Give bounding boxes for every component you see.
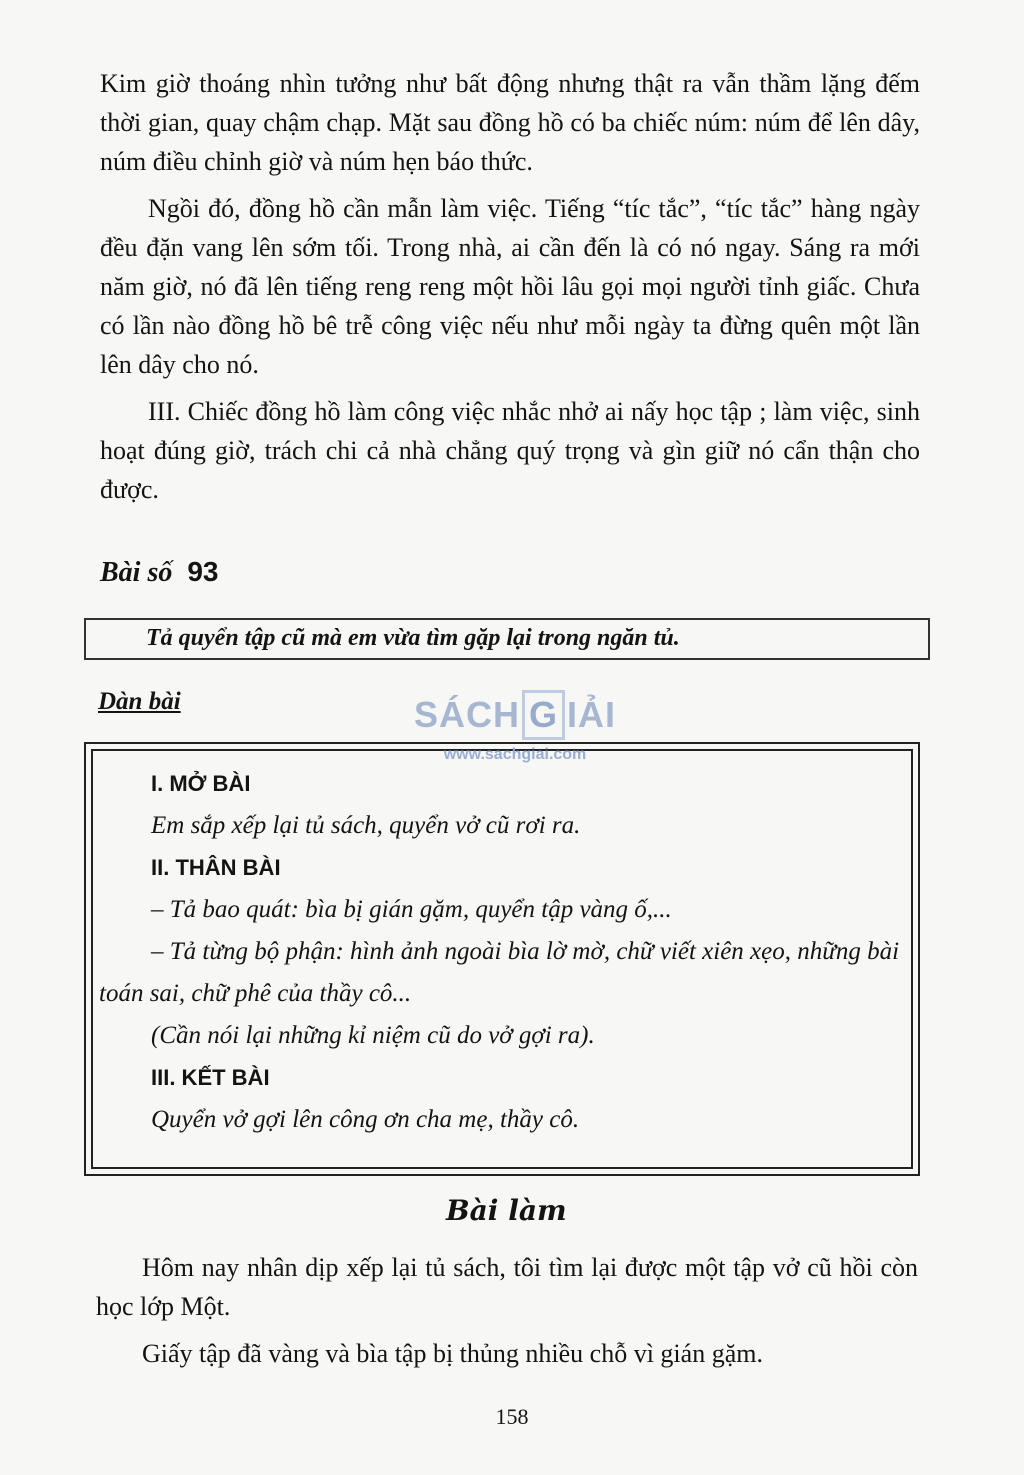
- lesson-title: [100, 556, 219, 589]
- section-line: Quyển vở gợi lên công ơn cha mẹ, thầy cô.: [151, 1106, 580, 1133]
- intro-paragraph-3: III. Chiếc đồng hồ làm công việc nhắc nhở ai nấy học tập ; làm việc, sinh hoạt đúng giờ, trách chi cả nhà chẳng quý trọng và gìn giữ nó cẩn thận cho được.: [100, 397, 920, 504]
- lesson-number: 93: [187, 556, 219, 587]
- section-title-intro: I. MỞ BÀI: [151, 771, 251, 796]
- topic-text: Tả quyển tập cũ mà em vừa tìm gặp lại trong ngăn tủ.: [146, 625, 680, 651]
- watermark-brand: SÁCH G IẢI: [410, 690, 620, 740]
- section-title-body: II. THÂN BÀI: [151, 855, 281, 880]
- section-line: Em sắp xếp lại tủ sách, quyển vở cũ rơi ra.: [151, 812, 581, 839]
- work-paragraph-2: Giấy tập đã vàng và bìa tập bị thủng nhiều chỗ vì gián gặm.: [142, 1339, 763, 1368]
- section-line: – Tả từng bộ phận: hình ảnh ngoài bìa lờ mờ, chữ viết xiên xẹo, những bài toán sai, chữ phê của thầy cô...: [99, 938, 900, 1007]
- section-line: (Cần nói lại những kỉ niệm cũ do vở gợi ra).: [151, 1022, 595, 1049]
- work-paragraph-1: Hôm nay nhân dịp xếp lại tủ sách, tôi tìm lại được một tập vở cũ hồi còn học lớp Một.: [96, 1253, 918, 1321]
- page-number: 158: [495, 1404, 529, 1429]
- outline-box: [84, 742, 920, 1176]
- intro-paragraph-2: Ngồi đó, đồng hồ cần mẫn làm việc. Tiếng “tíc tắc”, “tíc tắc” hàng ngày đều đặn vang lên sớm tối. Trong nhà, ai cần đến là có nó ngay. Sáng ra mới năm giờ, nó đã lên tiếng reng reng một hồi lâu gọi mọi người tỉnh giấc. Chưa có lần nào đồng hồ bê trễ công việc nếu như mỗi ngày ta đừng quên một lần lên dây cho nó.: [100, 194, 920, 379]
- work-heading: Bài làm: [446, 1194, 567, 1227]
- watermark-logo: [410, 690, 620, 786]
- watermark-url: www.sachgiai.com: [443, 746, 587, 763]
- intro-text: [100, 64, 920, 517]
- section-title-conclusion: III. KẾT BÀI: [151, 1065, 270, 1090]
- outline-inner-frame: [91, 749, 913, 1169]
- outline-content: [99, 763, 917, 1141]
- work-body: [96, 1248, 918, 1381]
- lesson-label: Bài số: [100, 557, 173, 588]
- topic-box: [84, 618, 930, 660]
- outline-heading: Dàn bài: [98, 688, 181, 715]
- intro-paragraph-1: Kim giờ thoáng nhìn tưởng như bất động nhưng thật ra vẫn thầm lặng đếm thời gian, quay chậm chạp. Mặt sau đồng hồ có ba chiếc núm: núm để lên dây, núm điều chỉnh giờ và núm hẹn báo thức.: [100, 69, 920, 176]
- section-line: – Tả bao quát: bìa bị gián gặm, quyển tập vàng ố,...: [151, 896, 672, 923]
